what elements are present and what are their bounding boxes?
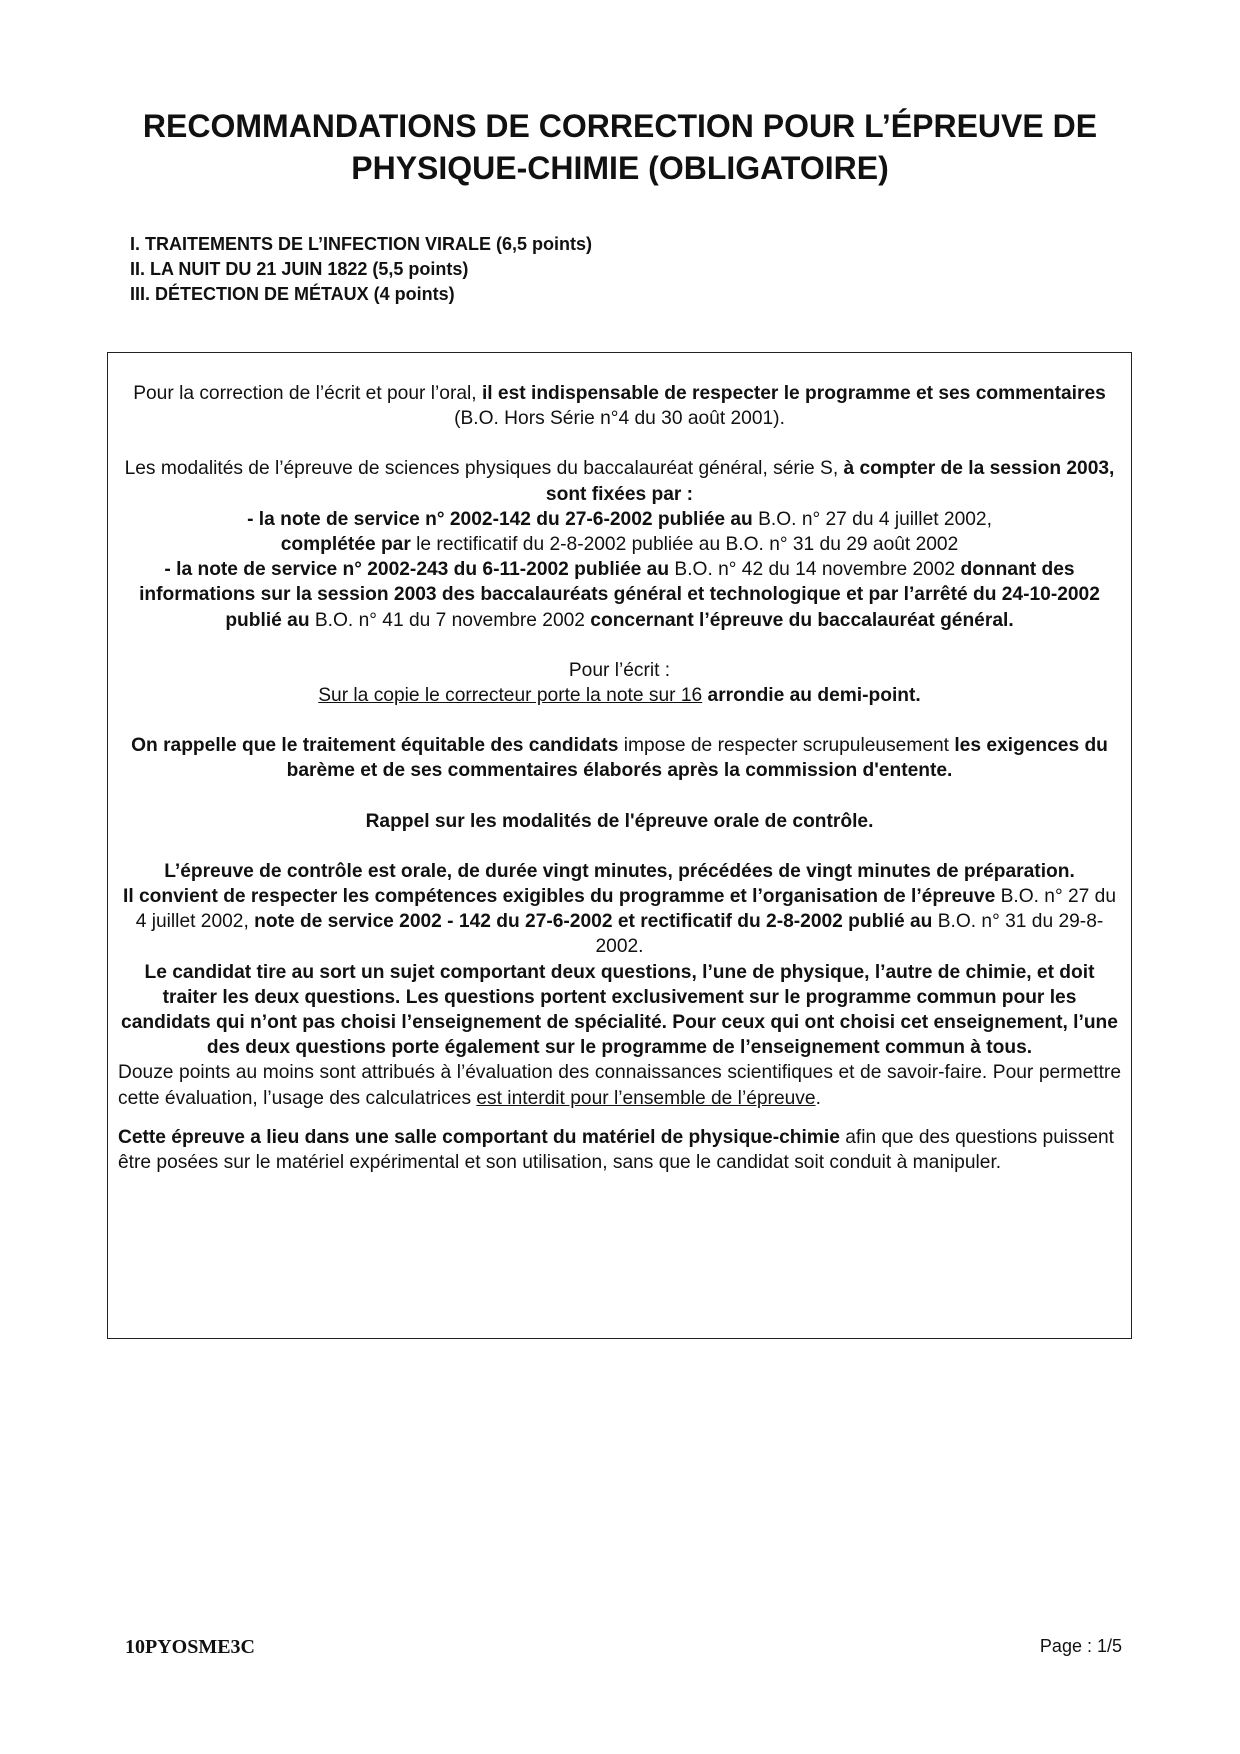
paragraph-modalites: Les modalités de l’épreuve de sciences physiques du baccalauréat général, série S, à compter de la session 2003, sont fixées par : — [124, 458, 1115, 505]
document-title — [60, 105, 1180, 189]
paragraph-programme: Pour la correction de l’écrit et pour l’oral, il est indispensable de respecter le programme et ses commentaires (B.O. Hors Série n°4 du 30 août 2001). — [133, 383, 1106, 430]
paragraph-traitement-equitable: On rappelle que le traitement équitable des candidats impose de respecter scrupuleusement les exigences du barème et de ses commentaires élaborés après la commission d'entente. — [131, 735, 1108, 782]
part-1: I. TRAITEMENTS DE L’INFECTION VIRALE (6,5 points) — [130, 234, 593, 254]
title-line-1: RECOMMANDATIONS DE CORRECTION POUR L’ÉPREUVE DE — [142, 108, 1098, 144]
document-code: 10PYOSME3C — [125, 1636, 255, 1658]
paragraph-note-service-1: - la note de service n° 2002-142 du 27-6-2002 publiée au B.O. n° 27 du 4 juillet 2002, — [247, 508, 992, 530]
part-2: II. LA NUIT DU 21 JUIN 1822 (5,5 points) — [130, 259, 469, 279]
paragraph-note-service-2: - la note de service n° 2002-243 du 6-11-2002 publiée au B.O. n° 42 du 14 novembre 2002 donnant des informations sur la session 2003 des baccalauréats général et technologique et par l’arrêté du 24-10-2002 publié au B.O. n° 41 du 7 novembre 2002 concernant l’épreuve du baccalauréat général. — [139, 559, 1100, 631]
paragraph-materiel: Cette épreuve a lieu dans une salle comportant du matériel de physique-chimie afin que des questions puissent être posées sur le matériel expérimental et son utilisation, sans que le candidat soit conduit à manipuler. — [118, 1126, 1115, 1174]
exam-parts-list — [130, 232, 592, 307]
paragraph-pour-ecrit: Pour l’écrit : — [568, 659, 671, 681]
paragraph-epreuve-controle: L’épreuve de contrôle est orale, de durée vingt minutes, précédées de vingt minutes de préparation. — [164, 860, 1075, 882]
instructions-box — [107, 352, 1132, 1339]
paragraph-competences: Il convient de respecter les compétences exigibles du programme et l’organisation de l’épreuve B.O. n° 27 du 4 juillet 2002, note de service 2002 - 142 du 27-6-2002 et rectificatif du 2-8-2002 publié au B.O. n° 31 du 29-8-2002. — [122, 886, 1116, 958]
paragraph-rappel-oral: Rappel sur les modalités de l'épreuve orale de contrôle. — [365, 810, 874, 832]
part-3: III. DÉTECTION DE MÉTAUX (4 points) — [130, 284, 455, 304]
paragraph-calculatrices: Douze points au moins sont attribués à l’évaluation des connaissances scientifiques et de savoir-faire. Pour permettre cette évaluation, l’usage des calculatrices est interdit pour l’ensemble de l’épreuve. — [118, 1062, 1121, 1109]
page-number: Page : 1/5 — [1039, 1636, 1122, 1656]
paragraph-tirage-sujet: Le candidat tire au sort un sujet comportant deux questions, l’une de physique, l’autre de chimie, et doit traiter les deux questions. Les questions portent exclusivement sur le programme commun pour les candidats qui n’ont pas choisi l’enseignement de spécialité. Pour ceux qui ont choisi cet enseignement, l’une des deux questions porte également sur le programme de l’enseignement commun à tous. — [121, 961, 1118, 1059]
title-line-2: PHYSIQUE-CHIMIE (OBLIGATOIRE) — [351, 150, 889, 186]
paragraph-rectificatif: complétée par le rectificatif du 2-8-2002 publiée au B.O. n° 31 du 29 août 2002 — [280, 534, 959, 556]
paragraph-note-sur-16: Sur la copie le correcteur porte la note sur 16 arrondie au demi-point. — [318, 685, 921, 707]
